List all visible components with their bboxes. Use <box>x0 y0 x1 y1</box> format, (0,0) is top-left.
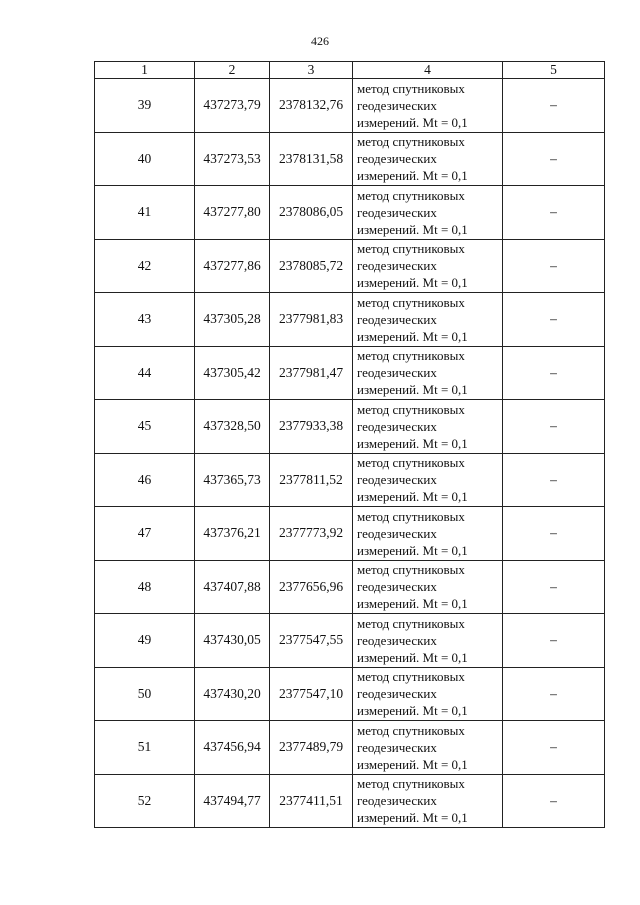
method-line: геодезических <box>357 97 437 113</box>
point-number-cell: 47 <box>95 507 195 561</box>
table-row <box>95 507 605 561</box>
note-cell: – <box>503 560 605 614</box>
note-cell: – <box>503 774 605 828</box>
method-line: геодезических <box>357 151 437 167</box>
x-coordinate-cell: 437305,42 <box>195 346 270 400</box>
note-cell: – <box>503 346 605 400</box>
table-row <box>95 346 605 400</box>
method-cell <box>353 560 503 614</box>
x-coordinate-cell: 437494,77 <box>195 774 270 828</box>
table-row <box>95 721 605 775</box>
point-number-cell: 40 <box>95 132 195 186</box>
note-cell: – <box>503 667 605 721</box>
method-line: метод спутниковых <box>357 508 465 524</box>
page-number: 426 <box>311 34 329 48</box>
method-line: метод спутниковых <box>357 401 465 417</box>
method-line: метод спутниковых <box>357 294 465 310</box>
header-col-5: 5 <box>503 62 605 79</box>
x-coordinate-cell: 437277,86 <box>195 239 270 293</box>
method-line: метод спутниковых <box>357 348 465 364</box>
method-cell <box>353 293 503 347</box>
note-cell: – <box>503 453 605 507</box>
method-line: геодезических <box>357 472 437 488</box>
table-header-row <box>95 62 605 79</box>
y-coordinate-cell: 2377773,92 <box>270 507 353 561</box>
method-line: метод спутниковых <box>357 80 465 96</box>
table-row <box>95 400 605 454</box>
table-row <box>95 186 605 240</box>
x-coordinate-cell: 437273,53 <box>195 132 270 186</box>
header-col-3: 3 <box>270 62 353 79</box>
method-line: метод спутниковых <box>357 134 465 150</box>
method-line: метод спутниковых <box>357 776 465 792</box>
method-line: метод спутниковых <box>357 241 465 257</box>
y-coordinate-cell: 2377933,38 <box>270 400 353 454</box>
point-number-cell: 44 <box>95 346 195 400</box>
method-cell <box>353 721 503 775</box>
method-cell <box>353 774 503 828</box>
x-coordinate-cell: 437407,88 <box>195 560 270 614</box>
point-number-cell: 50 <box>95 667 195 721</box>
x-coordinate-cell: 437430,05 <box>195 614 270 668</box>
table-row <box>95 774 605 828</box>
method-line: метод спутниковых <box>357 722 465 738</box>
method-line: измерений. Mt = 0,1 <box>357 382 468 398</box>
method-line: измерений. Mt = 0,1 <box>357 810 468 826</box>
y-coordinate-cell: 2378086,05 <box>270 186 353 240</box>
table-row <box>95 239 605 293</box>
table-row <box>95 667 605 721</box>
y-coordinate-cell: 2378085,72 <box>270 239 353 293</box>
y-coordinate-cell: 2378132,76 <box>270 79 353 133</box>
table-row <box>95 560 605 614</box>
method-line: геодезических <box>357 686 437 702</box>
method-line: метод спутниковых <box>357 562 465 578</box>
y-coordinate-cell: 2377489,79 <box>270 721 353 775</box>
point-number-cell: 52 <box>95 774 195 828</box>
coordinates-table <box>94 61 605 828</box>
method-line: геодезических <box>357 579 437 595</box>
method-line: измерений. Mt = 0,1 <box>357 114 468 130</box>
method-cell <box>353 132 503 186</box>
note-cell: – <box>503 79 605 133</box>
method-line: измерений. Mt = 0,1 <box>357 435 468 451</box>
note-cell: – <box>503 507 605 561</box>
method-cell <box>353 453 503 507</box>
method-line: геодезических <box>357 365 437 381</box>
method-line: измерений. Mt = 0,1 <box>357 596 468 612</box>
x-coordinate-cell: 437277,80 <box>195 186 270 240</box>
method-line: метод спутниковых <box>357 455 465 471</box>
x-coordinate-cell: 437365,73 <box>195 453 270 507</box>
point-number-cell: 42 <box>95 239 195 293</box>
method-cell <box>353 79 503 133</box>
table-row <box>95 79 605 133</box>
note-cell: – <box>503 239 605 293</box>
method-line: геодезических <box>357 258 437 274</box>
header-col-4: 4 <box>353 62 503 79</box>
method-line: измерений. Mt = 0,1 <box>357 703 468 719</box>
y-coordinate-cell: 2377656,96 <box>270 560 353 614</box>
point-number-cell: 41 <box>95 186 195 240</box>
method-line: метод спутниковых <box>357 187 465 203</box>
y-coordinate-cell: 2377411,51 <box>270 774 353 828</box>
note-cell: – <box>503 400 605 454</box>
y-coordinate-cell: 2377981,47 <box>270 346 353 400</box>
table-row <box>95 614 605 668</box>
method-line: геодезических <box>357 418 437 434</box>
point-number-cell: 48 <box>95 560 195 614</box>
table-row <box>95 293 605 347</box>
header-col-2: 2 <box>195 62 270 79</box>
method-line: измерений. Mt = 0,1 <box>357 328 468 344</box>
header-col-1: 1 <box>95 62 195 79</box>
method-cell <box>353 346 503 400</box>
method-line: геодезических <box>357 632 437 648</box>
point-number-cell: 43 <box>95 293 195 347</box>
method-cell <box>353 186 503 240</box>
y-coordinate-cell: 2378131,58 <box>270 132 353 186</box>
point-number-cell: 51 <box>95 721 195 775</box>
method-line: измерений. Mt = 0,1 <box>357 168 468 184</box>
y-coordinate-cell: 2377547,10 <box>270 667 353 721</box>
method-line: измерений. Mt = 0,1 <box>357 489 468 505</box>
x-coordinate-cell: 437328,50 <box>195 400 270 454</box>
table-row <box>95 132 605 186</box>
y-coordinate-cell: 2377981,83 <box>270 293 353 347</box>
method-cell <box>353 239 503 293</box>
method-line: геодезических <box>357 525 437 541</box>
method-line: измерений. Mt = 0,1 <box>357 756 468 772</box>
method-cell <box>353 400 503 454</box>
method-line: метод спутниковых <box>357 669 465 685</box>
method-line: измерений. Mt = 0,1 <box>357 275 468 291</box>
method-cell <box>353 667 503 721</box>
y-coordinate-cell: 2377547,55 <box>270 614 353 668</box>
note-cell: – <box>503 132 605 186</box>
method-cell <box>353 507 503 561</box>
method-line: геодезических <box>357 311 437 327</box>
method-line: геодезических <box>357 793 437 809</box>
method-line: геодезических <box>357 739 437 755</box>
method-line: геодезических <box>357 204 437 220</box>
note-cell: – <box>503 293 605 347</box>
y-coordinate-cell: 2377811,52 <box>270 453 353 507</box>
point-number-cell: 45 <box>95 400 195 454</box>
note-cell: – <box>503 721 605 775</box>
table-body <box>95 79 605 828</box>
point-number-cell: 46 <box>95 453 195 507</box>
x-coordinate-cell: 437305,28 <box>195 293 270 347</box>
x-coordinate-cell: 437376,21 <box>195 507 270 561</box>
point-number-cell: 49 <box>95 614 195 668</box>
table-row <box>95 453 605 507</box>
x-coordinate-cell: 437430,20 <box>195 667 270 721</box>
method-cell <box>353 614 503 668</box>
x-coordinate-cell: 437456,94 <box>195 721 270 775</box>
method-line: измерений. Mt = 0,1 <box>357 221 468 237</box>
x-coordinate-cell: 437273,79 <box>195 79 270 133</box>
point-number-cell: 39 <box>95 79 195 133</box>
method-line: метод спутниковых <box>357 615 465 631</box>
method-line: измерений. Mt = 0,1 <box>357 542 468 558</box>
note-cell: – <box>503 186 605 240</box>
note-cell: – <box>503 614 605 668</box>
method-line: измерений. Mt = 0,1 <box>357 649 468 665</box>
